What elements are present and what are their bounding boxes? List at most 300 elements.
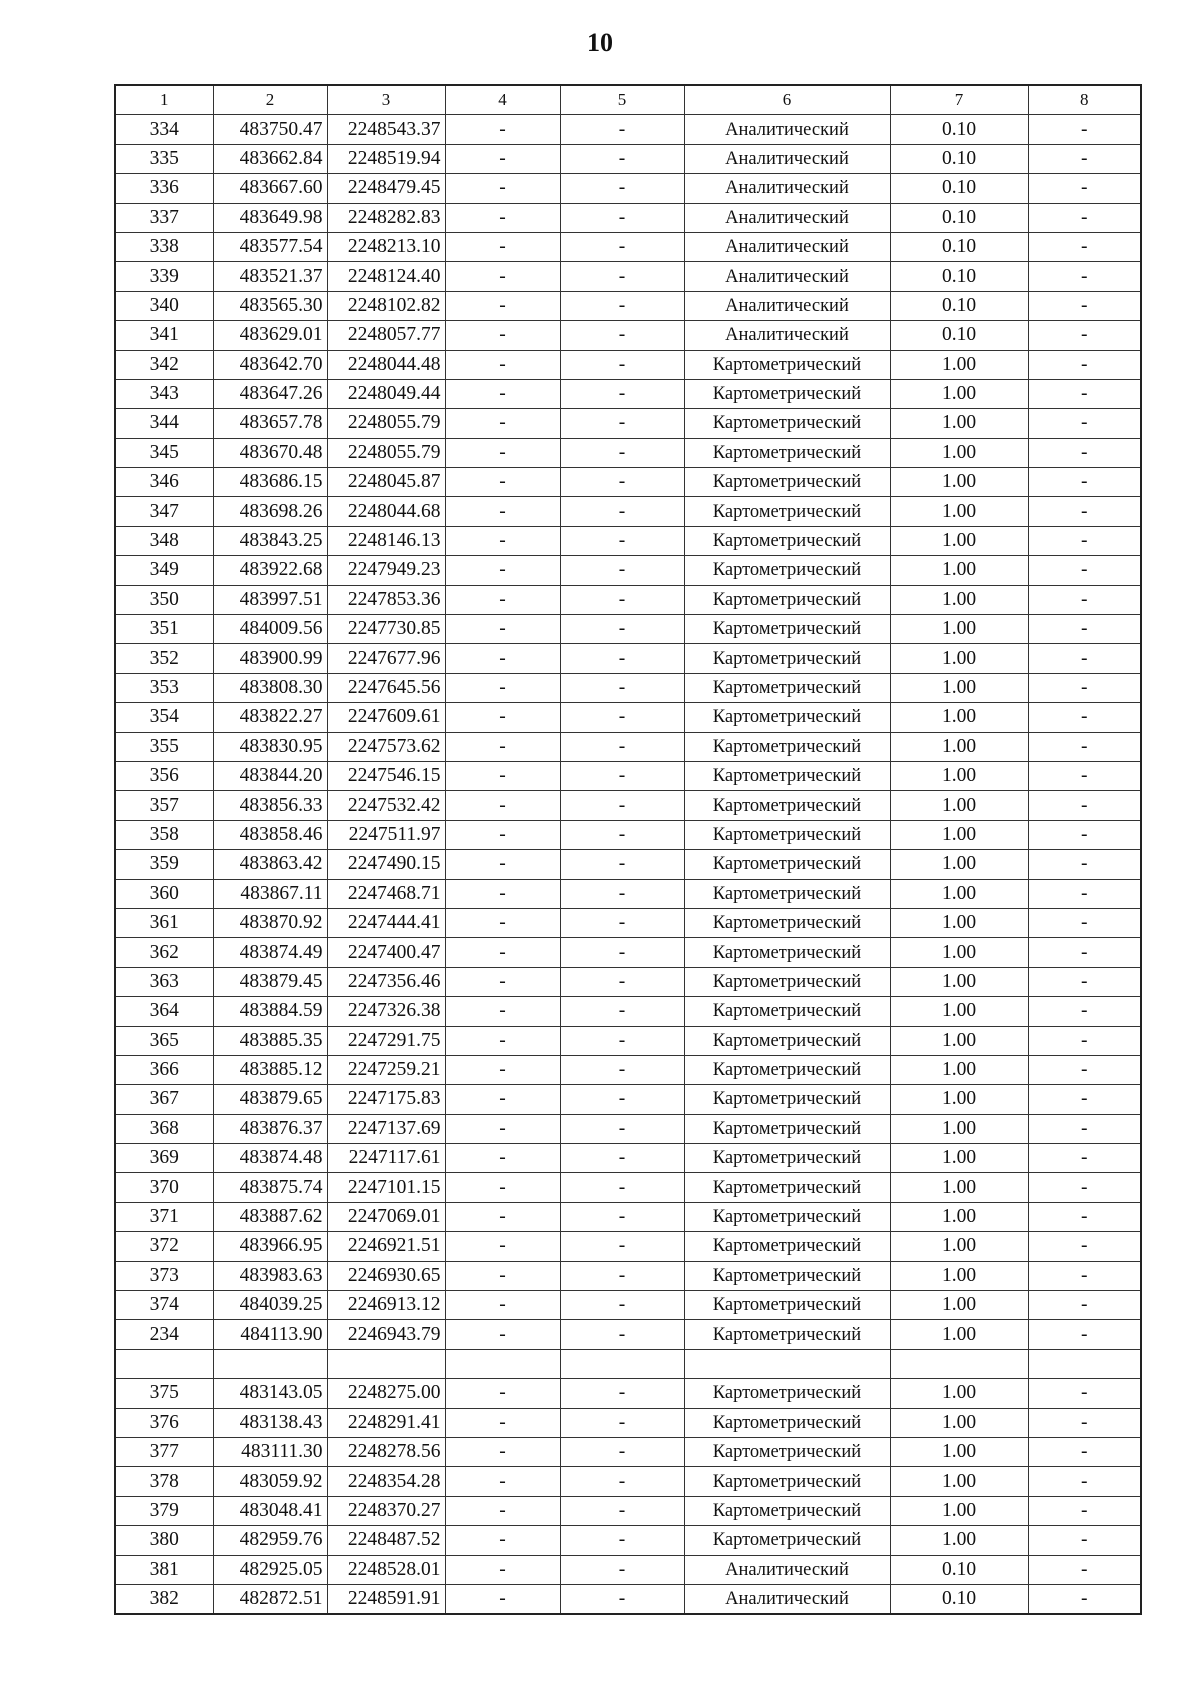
accuracy-cell: 1.00 bbox=[890, 1467, 1028, 1496]
table-row bbox=[115, 262, 1141, 291]
point-number-cell: 349 bbox=[115, 556, 213, 585]
column-8-cell: - bbox=[1028, 908, 1141, 937]
point-number-cell: 348 bbox=[115, 526, 213, 555]
point-number-cell: 338 bbox=[115, 232, 213, 261]
column-4-cell: - bbox=[445, 1584, 560, 1614]
table-row bbox=[115, 468, 1141, 497]
y-coordinate-cell: 2247949.23 bbox=[327, 556, 445, 585]
table-row bbox=[115, 644, 1141, 673]
x-coordinate-cell: 483577.54 bbox=[213, 232, 327, 261]
column-8-cell: - bbox=[1028, 350, 1141, 379]
accuracy-cell: 1.00 bbox=[890, 379, 1028, 408]
accuracy-cell: 1.00 bbox=[890, 1232, 1028, 1261]
point-number-cell: 366 bbox=[115, 1055, 213, 1084]
point-number-cell: 356 bbox=[115, 761, 213, 790]
table-header-row bbox=[115, 85, 1141, 115]
table-row bbox=[115, 615, 1141, 644]
accuracy-cell: 1.00 bbox=[890, 1379, 1028, 1408]
method-cell: Картометрический bbox=[684, 1085, 890, 1114]
x-coordinate-cell: 483867.11 bbox=[213, 879, 327, 908]
column-4-cell: - bbox=[445, 1085, 560, 1114]
x-coordinate-cell: 483885.35 bbox=[213, 1026, 327, 1055]
y-coordinate-cell: 2247677.96 bbox=[327, 644, 445, 673]
column-5-cell: - bbox=[560, 115, 684, 144]
accuracy-cell: 1.00 bbox=[890, 644, 1028, 673]
y-coordinate-cell: 2246930.65 bbox=[327, 1261, 445, 1290]
column-8-cell: - bbox=[1028, 1144, 1141, 1173]
point-number-cell: 357 bbox=[115, 791, 213, 820]
table-row bbox=[115, 1232, 1141, 1261]
column-4-cell: - bbox=[445, 497, 560, 526]
column-5-cell bbox=[560, 1349, 684, 1378]
x-coordinate-cell: 483111.30 bbox=[213, 1437, 327, 1466]
accuracy-cell: 0.10 bbox=[890, 144, 1028, 173]
accuracy-cell: 1.00 bbox=[890, 526, 1028, 555]
accuracy-cell: 1.00 bbox=[890, 468, 1028, 497]
column-8-cell: - bbox=[1028, 673, 1141, 702]
point-number-cell: 368 bbox=[115, 1114, 213, 1143]
column-8-cell: - bbox=[1028, 615, 1141, 644]
accuracy-cell: 0.10 bbox=[890, 291, 1028, 320]
x-coordinate-cell: 483875.74 bbox=[213, 1173, 327, 1202]
point-number-cell: 342 bbox=[115, 350, 213, 379]
y-coordinate-cell: 2248591.91 bbox=[327, 1584, 445, 1614]
column-4-cell: - bbox=[445, 644, 560, 673]
method-cell: Картометрический bbox=[684, 409, 890, 438]
method-cell: Картометрический bbox=[684, 615, 890, 644]
point-number-cell: 355 bbox=[115, 732, 213, 761]
accuracy-cell: 1.00 bbox=[890, 1496, 1028, 1525]
column-5-cell: - bbox=[560, 1173, 684, 1202]
method-cell: Картометрический bbox=[684, 1320, 890, 1349]
x-coordinate-cell: 483830.95 bbox=[213, 732, 327, 761]
y-coordinate-cell: 2248528.01 bbox=[327, 1555, 445, 1584]
column-8-cell: - bbox=[1028, 526, 1141, 555]
x-coordinate-cell: 483667.60 bbox=[213, 174, 327, 203]
column-5-cell: - bbox=[560, 997, 684, 1026]
column-4-cell: - bbox=[445, 1467, 560, 1496]
column-8-cell: - bbox=[1028, 1232, 1141, 1261]
method-cell: Картометрический bbox=[684, 1408, 890, 1437]
column-8-cell: - bbox=[1028, 144, 1141, 173]
accuracy-cell: 0.10 bbox=[890, 1555, 1028, 1584]
y-coordinate-cell: 2248519.94 bbox=[327, 144, 445, 173]
column-4-cell bbox=[445, 1349, 560, 1378]
y-coordinate-cell: 2248049.44 bbox=[327, 379, 445, 408]
accuracy-cell: 1.00 bbox=[890, 1320, 1028, 1349]
column-4-cell: - bbox=[445, 1026, 560, 1055]
x-coordinate-cell: 483642.70 bbox=[213, 350, 327, 379]
x-coordinate-cell: 483876.37 bbox=[213, 1114, 327, 1143]
x-coordinate-cell: 484009.56 bbox=[213, 615, 327, 644]
accuracy-cell: 1.00 bbox=[890, 703, 1028, 732]
column-5-cell: - bbox=[560, 820, 684, 849]
y-coordinate-cell: 2248102.82 bbox=[327, 291, 445, 320]
accuracy-cell: 0.10 bbox=[890, 262, 1028, 291]
column-5-cell: - bbox=[560, 438, 684, 467]
column-4-cell: - bbox=[445, 1291, 560, 1320]
table-row bbox=[115, 409, 1141, 438]
accuracy-cell: 1.00 bbox=[890, 1085, 1028, 1114]
point-number-cell: 344 bbox=[115, 409, 213, 438]
point-number-cell: 371 bbox=[115, 1202, 213, 1231]
point-number-cell: 359 bbox=[115, 850, 213, 879]
method-cell: Картометрический bbox=[684, 791, 890, 820]
x-coordinate-cell: 483649.98 bbox=[213, 203, 327, 232]
column-4-cell: - bbox=[445, 1114, 560, 1143]
column-5-cell: - bbox=[560, 585, 684, 614]
x-coordinate-cell: 483843.25 bbox=[213, 526, 327, 555]
y-coordinate-cell: 2247326.38 bbox=[327, 997, 445, 1026]
column-4-cell: - bbox=[445, 761, 560, 790]
table-row bbox=[115, 1526, 1141, 1555]
method-cell bbox=[684, 1349, 890, 1378]
column-4-cell: - bbox=[445, 1144, 560, 1173]
accuracy-cell: 1.00 bbox=[890, 615, 1028, 644]
table-row bbox=[115, 203, 1141, 232]
table-row bbox=[115, 908, 1141, 937]
y-coordinate-cell: 2248370.27 bbox=[327, 1496, 445, 1525]
point-number-cell: 353 bbox=[115, 673, 213, 702]
column-4-cell: - bbox=[445, 967, 560, 996]
column-5-cell: - bbox=[560, 1114, 684, 1143]
x-coordinate-cell: 483884.59 bbox=[213, 997, 327, 1026]
column-8-cell: - bbox=[1028, 1026, 1141, 1055]
point-number-cell: 351 bbox=[115, 615, 213, 644]
table-row bbox=[115, 115, 1141, 144]
column-4-cell: - bbox=[445, 438, 560, 467]
column-5-cell: - bbox=[560, 1291, 684, 1320]
column-4-cell: - bbox=[445, 1320, 560, 1349]
x-coordinate-cell: 482959.76 bbox=[213, 1526, 327, 1555]
point-number-cell: 345 bbox=[115, 438, 213, 467]
column-4-cell: - bbox=[445, 115, 560, 144]
point-number-cell bbox=[115, 1349, 213, 1378]
accuracy-cell: 1.00 bbox=[890, 1144, 1028, 1173]
table-row bbox=[115, 497, 1141, 526]
x-coordinate-cell: 483844.20 bbox=[213, 761, 327, 790]
y-coordinate-cell: 2247853.36 bbox=[327, 585, 445, 614]
column-8-cell: - bbox=[1028, 1114, 1141, 1143]
column-8-cell: - bbox=[1028, 1408, 1141, 1437]
column-5-cell: - bbox=[560, 1202, 684, 1231]
x-coordinate-cell: 483647.26 bbox=[213, 379, 327, 408]
table-row bbox=[115, 1026, 1141, 1055]
column-header-4: 4 bbox=[445, 85, 560, 115]
column-4-cell: - bbox=[445, 1173, 560, 1202]
column-8-cell: - bbox=[1028, 703, 1141, 732]
column-5-cell: - bbox=[560, 1261, 684, 1290]
x-coordinate-cell: 483565.30 bbox=[213, 291, 327, 320]
y-coordinate-cell: 2247645.56 bbox=[327, 673, 445, 702]
accuracy-cell: 1.00 bbox=[890, 1261, 1028, 1290]
column-4-cell: - bbox=[445, 938, 560, 967]
point-number-cell: 347 bbox=[115, 497, 213, 526]
column-5-cell: - bbox=[560, 761, 684, 790]
table-row bbox=[115, 585, 1141, 614]
y-coordinate-cell: 2247573.62 bbox=[327, 732, 445, 761]
column-5-cell: - bbox=[560, 497, 684, 526]
method-cell: Аналитический bbox=[684, 203, 890, 232]
accuracy-cell: 1.00 bbox=[890, 350, 1028, 379]
y-coordinate-cell: 2247175.83 bbox=[327, 1085, 445, 1114]
x-coordinate-cell: 484113.90 bbox=[213, 1320, 327, 1349]
column-8-cell: - bbox=[1028, 1320, 1141, 1349]
column-5-cell: - bbox=[560, 1408, 684, 1437]
column-8-cell: - bbox=[1028, 438, 1141, 467]
method-cell: Картометрический bbox=[684, 1202, 890, 1231]
method-cell: Картометрический bbox=[684, 703, 890, 732]
accuracy-cell: 1.00 bbox=[890, 820, 1028, 849]
table-row bbox=[115, 997, 1141, 1026]
x-coordinate-cell: 483997.51 bbox=[213, 585, 327, 614]
accuracy-cell: 0.10 bbox=[890, 174, 1028, 203]
table-row bbox=[115, 1379, 1141, 1408]
y-coordinate-cell: 2247137.69 bbox=[327, 1114, 445, 1143]
accuracy-cell: 1.00 bbox=[890, 1437, 1028, 1466]
table-row bbox=[115, 761, 1141, 790]
table-row bbox=[115, 879, 1141, 908]
column-header-2: 2 bbox=[213, 85, 327, 115]
method-cell: Картометрический bbox=[684, 967, 890, 996]
y-coordinate-cell: 2248278.56 bbox=[327, 1437, 445, 1466]
y-coordinate-cell bbox=[327, 1349, 445, 1378]
column-4-cell: - bbox=[445, 291, 560, 320]
column-8-cell: - bbox=[1028, 232, 1141, 261]
x-coordinate-cell: 483874.49 bbox=[213, 938, 327, 967]
x-coordinate-cell: 483870.92 bbox=[213, 908, 327, 937]
point-number-cell: 377 bbox=[115, 1437, 213, 1466]
table-row bbox=[115, 1173, 1141, 1202]
column-5-cell: - bbox=[560, 908, 684, 937]
y-coordinate-cell: 2247291.75 bbox=[327, 1026, 445, 1055]
accuracy-cell: 1.00 bbox=[890, 497, 1028, 526]
column-8-cell: - bbox=[1028, 321, 1141, 350]
x-coordinate-cell bbox=[213, 1349, 327, 1378]
table-row bbox=[115, 379, 1141, 408]
point-number-cell: 374 bbox=[115, 1291, 213, 1320]
column-8-cell: - bbox=[1028, 820, 1141, 849]
column-4-cell: - bbox=[445, 321, 560, 350]
column-8-cell: - bbox=[1028, 644, 1141, 673]
column-4-cell: - bbox=[445, 820, 560, 849]
column-8-cell: - bbox=[1028, 1291, 1141, 1320]
method-cell: Картометрический bbox=[684, 1026, 890, 1055]
accuracy-cell: 1.00 bbox=[890, 791, 1028, 820]
column-4-cell: - bbox=[445, 409, 560, 438]
y-coordinate-cell: 2248057.77 bbox=[327, 321, 445, 350]
column-8-cell: - bbox=[1028, 1261, 1141, 1290]
method-cell: Картометрический bbox=[684, 879, 890, 908]
point-number-cell: 334 bbox=[115, 115, 213, 144]
method-cell: Картометрический bbox=[684, 1144, 890, 1173]
column-4-cell: - bbox=[445, 1379, 560, 1408]
column-5-cell: - bbox=[560, 1526, 684, 1555]
column-5-cell: - bbox=[560, 291, 684, 320]
table-row bbox=[115, 556, 1141, 585]
column-header-6: 6 bbox=[684, 85, 890, 115]
column-5-cell: - bbox=[560, 1026, 684, 1055]
column-4-cell: - bbox=[445, 615, 560, 644]
column-8-cell: - bbox=[1028, 203, 1141, 232]
column-8-cell: - bbox=[1028, 850, 1141, 879]
column-8-cell: - bbox=[1028, 409, 1141, 438]
x-coordinate-cell: 483922.68 bbox=[213, 556, 327, 585]
column-4-cell: - bbox=[445, 379, 560, 408]
column-8-cell: - bbox=[1028, 997, 1141, 1026]
column-5-cell: - bbox=[560, 379, 684, 408]
method-cell: Картометрический bbox=[684, 438, 890, 467]
coordinates-table bbox=[114, 84, 1142, 1615]
table-row bbox=[115, 1467, 1141, 1496]
accuracy-cell: 1.00 bbox=[890, 1408, 1028, 1437]
method-cell: Картометрический bbox=[684, 820, 890, 849]
column-4-cell: - bbox=[445, 703, 560, 732]
x-coordinate-cell: 483138.43 bbox=[213, 1408, 327, 1437]
table-row bbox=[115, 1437, 1141, 1466]
table-row bbox=[115, 967, 1141, 996]
accuracy-cell: 0.10 bbox=[890, 321, 1028, 350]
y-coordinate-cell: 2247468.71 bbox=[327, 879, 445, 908]
column-8-cell: - bbox=[1028, 938, 1141, 967]
method-cell: Аналитический bbox=[684, 291, 890, 320]
x-coordinate-cell: 483900.99 bbox=[213, 644, 327, 673]
point-number-cell: 361 bbox=[115, 908, 213, 937]
column-4-cell: - bbox=[445, 1437, 560, 1466]
point-number-cell: 337 bbox=[115, 203, 213, 232]
x-coordinate-cell: 483048.41 bbox=[213, 1496, 327, 1525]
point-number-cell: 341 bbox=[115, 321, 213, 350]
method-cell: Картометрический bbox=[684, 1055, 890, 1084]
column-4-cell: - bbox=[445, 997, 560, 1026]
y-coordinate-cell: 2248146.13 bbox=[327, 526, 445, 555]
column-header-8: 8 bbox=[1028, 85, 1141, 115]
column-header-3: 3 bbox=[327, 85, 445, 115]
column-4-cell: - bbox=[445, 1526, 560, 1555]
x-coordinate-cell: 483670.48 bbox=[213, 438, 327, 467]
method-cell: Картометрический bbox=[684, 908, 890, 937]
x-coordinate-cell: 483143.05 bbox=[213, 1379, 327, 1408]
method-cell: Картометрический bbox=[684, 556, 890, 585]
column-8-cell: - bbox=[1028, 967, 1141, 996]
table-row bbox=[115, 291, 1141, 320]
column-8-cell: - bbox=[1028, 379, 1141, 408]
x-coordinate-cell: 483808.30 bbox=[213, 673, 327, 702]
table-row bbox=[115, 1085, 1141, 1114]
y-coordinate-cell: 2248275.00 bbox=[327, 1379, 445, 1408]
method-cell: Картометрический bbox=[684, 585, 890, 614]
table-row bbox=[115, 732, 1141, 761]
column-5-cell: - bbox=[560, 321, 684, 350]
column-8-cell: - bbox=[1028, 879, 1141, 908]
accuracy-cell: 1.00 bbox=[890, 967, 1028, 996]
table-row bbox=[115, 1555, 1141, 1584]
point-number-cell: 365 bbox=[115, 1026, 213, 1055]
x-coordinate-cell: 483657.78 bbox=[213, 409, 327, 438]
point-number-cell: 375 bbox=[115, 1379, 213, 1408]
column-5-cell: - bbox=[560, 262, 684, 291]
method-cell: Картометрический bbox=[684, 1173, 890, 1202]
point-number-cell: 339 bbox=[115, 262, 213, 291]
table-row bbox=[115, 1349, 1141, 1378]
y-coordinate-cell: 2247444.41 bbox=[327, 908, 445, 937]
table-row bbox=[115, 1144, 1141, 1173]
column-5-cell: - bbox=[560, 615, 684, 644]
table-row bbox=[115, 791, 1141, 820]
y-coordinate-cell: 2246943.79 bbox=[327, 1320, 445, 1349]
accuracy-cell: 1.00 bbox=[890, 1026, 1028, 1055]
column-5-cell: - bbox=[560, 1584, 684, 1614]
column-4-cell: - bbox=[445, 1261, 560, 1290]
accuracy-cell: 1.00 bbox=[890, 1173, 1028, 1202]
column-5-cell: - bbox=[560, 526, 684, 555]
column-5-cell: - bbox=[560, 1379, 684, 1408]
x-coordinate-cell: 483885.12 bbox=[213, 1055, 327, 1084]
column-8-cell: - bbox=[1028, 1467, 1141, 1496]
column-4-cell: - bbox=[445, 732, 560, 761]
column-8-cell: - bbox=[1028, 1055, 1141, 1084]
y-coordinate-cell: 2248045.87 bbox=[327, 468, 445, 497]
y-coordinate-cell: 2247490.15 bbox=[327, 850, 445, 879]
x-coordinate-cell: 482925.05 bbox=[213, 1555, 327, 1584]
accuracy-cell: 0.10 bbox=[890, 1584, 1028, 1614]
method-cell: Картометрический bbox=[684, 997, 890, 1026]
accuracy-cell: 1.00 bbox=[890, 997, 1028, 1026]
method-cell: Картометрический bbox=[684, 850, 890, 879]
y-coordinate-cell: 2247069.01 bbox=[327, 1202, 445, 1231]
method-cell: Картометрический bbox=[684, 673, 890, 702]
y-coordinate-cell: 2248044.68 bbox=[327, 497, 445, 526]
method-cell: Картометрический bbox=[684, 350, 890, 379]
column-4-cell: - bbox=[445, 468, 560, 497]
accuracy-cell: 1.00 bbox=[890, 908, 1028, 937]
point-number-cell: 382 bbox=[115, 1584, 213, 1614]
point-number-cell: 376 bbox=[115, 1408, 213, 1437]
column-5-cell: - bbox=[560, 938, 684, 967]
column-8-cell: - bbox=[1028, 1379, 1141, 1408]
column-5-cell: - bbox=[560, 703, 684, 732]
column-8-cell: - bbox=[1028, 468, 1141, 497]
column-4-cell: - bbox=[445, 908, 560, 937]
method-cell: Картометрический bbox=[684, 1114, 890, 1143]
method-cell: Аналитический bbox=[684, 174, 890, 203]
y-coordinate-cell: 2246913.12 bbox=[327, 1291, 445, 1320]
method-cell: Аналитический bbox=[684, 1584, 890, 1614]
column-8-cell: - bbox=[1028, 1496, 1141, 1525]
accuracy-cell bbox=[890, 1349, 1028, 1378]
method-cell: Аналитический bbox=[684, 232, 890, 261]
column-4-cell: - bbox=[445, 526, 560, 555]
point-number-cell: 380 bbox=[115, 1526, 213, 1555]
table-row bbox=[115, 1584, 1141, 1614]
point-number-cell: 378 bbox=[115, 1467, 213, 1496]
accuracy-cell: 0.10 bbox=[890, 232, 1028, 261]
method-cell: Картометрический bbox=[684, 761, 890, 790]
y-coordinate-cell: 2248124.40 bbox=[327, 262, 445, 291]
accuracy-cell: 1.00 bbox=[890, 1526, 1028, 1555]
column-5-cell: - bbox=[560, 556, 684, 585]
x-coordinate-cell: 483858.46 bbox=[213, 820, 327, 849]
table-row bbox=[115, 1496, 1141, 1525]
x-coordinate-cell: 483750.47 bbox=[213, 115, 327, 144]
accuracy-cell: 1.00 bbox=[890, 1291, 1028, 1320]
column-5-cell: - bbox=[560, 1320, 684, 1349]
column-8-cell: - bbox=[1028, 732, 1141, 761]
column-8-cell: - bbox=[1028, 585, 1141, 614]
y-coordinate-cell: 2247730.85 bbox=[327, 615, 445, 644]
table-body bbox=[115, 85, 1141, 1614]
method-cell: Картометрический bbox=[684, 1467, 890, 1496]
